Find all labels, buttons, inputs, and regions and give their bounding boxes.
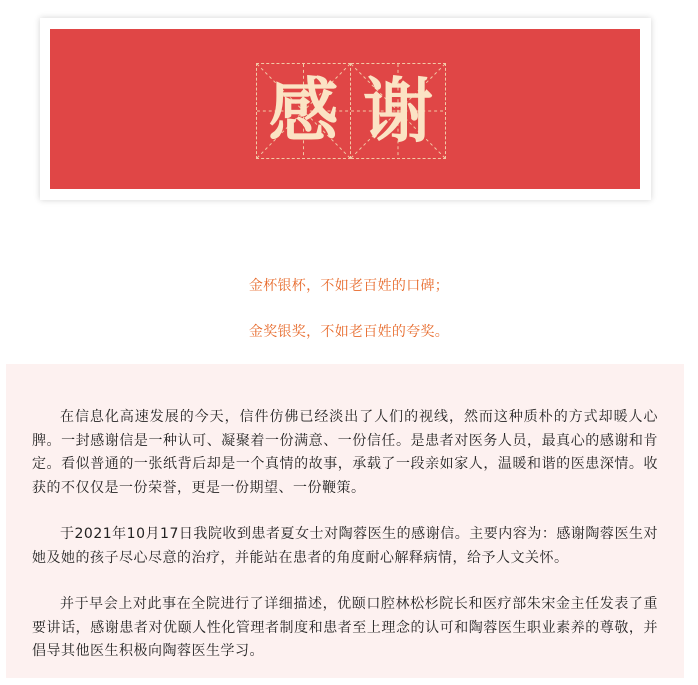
title-cell-2 — [351, 63, 446, 159]
quote-line-2: 金奖银奖，不如老百姓的夸奖。 — [248, 324, 450, 340]
banner-frame — [40, 18, 651, 200]
paragraph-3: 并于早会上对此事在全院进行了详细描述，优颐口腔林松杉院长和医疗部朱宋金主任发表了重要讲话，感谢患者对优颐人性化管理者制度和患者至上理念的认可和陶蓉医生职业素养的尊敬，并倡导其他医生积极向陶蓉医生学习。 — [32, 596, 658, 659]
article-body — [6, 364, 684, 678]
paragraph-1: 在信息化高速发展的今天，信件仿佛已经淡出了人们的视线，然而这种质朴的方式却暖人心脾。一封感谢信是一种认可、凝聚着一份满意、一份信任。是患者对医务人员，最真心的感谢和肯定。看似普通的一张纸背后却是一个真情的故事，承载了一段亲如家人，温暖和谐的医患深情。收获的不仅仅是一份荣誉，更是一份期望、一份鞭策。 — [32, 409, 658, 496]
title-banner — [50, 29, 640, 189]
title-char-2: 谢 — [363, 70, 433, 152]
title-char-1: 感 — [268, 70, 339, 152]
title-cell-1 — [256, 63, 351, 159]
quote-line-1: 金杯银杯，不如老百姓的口碑； — [248, 278, 450, 294]
title-grid — [256, 63, 446, 159]
paragraph-2: 于2021年10月17日我院收到患者夏女士对陶蓉医生的感谢信。主要内容为：感谢陶蓉医生对她及她的孩子尽心尽意的治疗，并能站在患者的角度耐心解释病情，给予人文关怀。 — [32, 526, 658, 566]
